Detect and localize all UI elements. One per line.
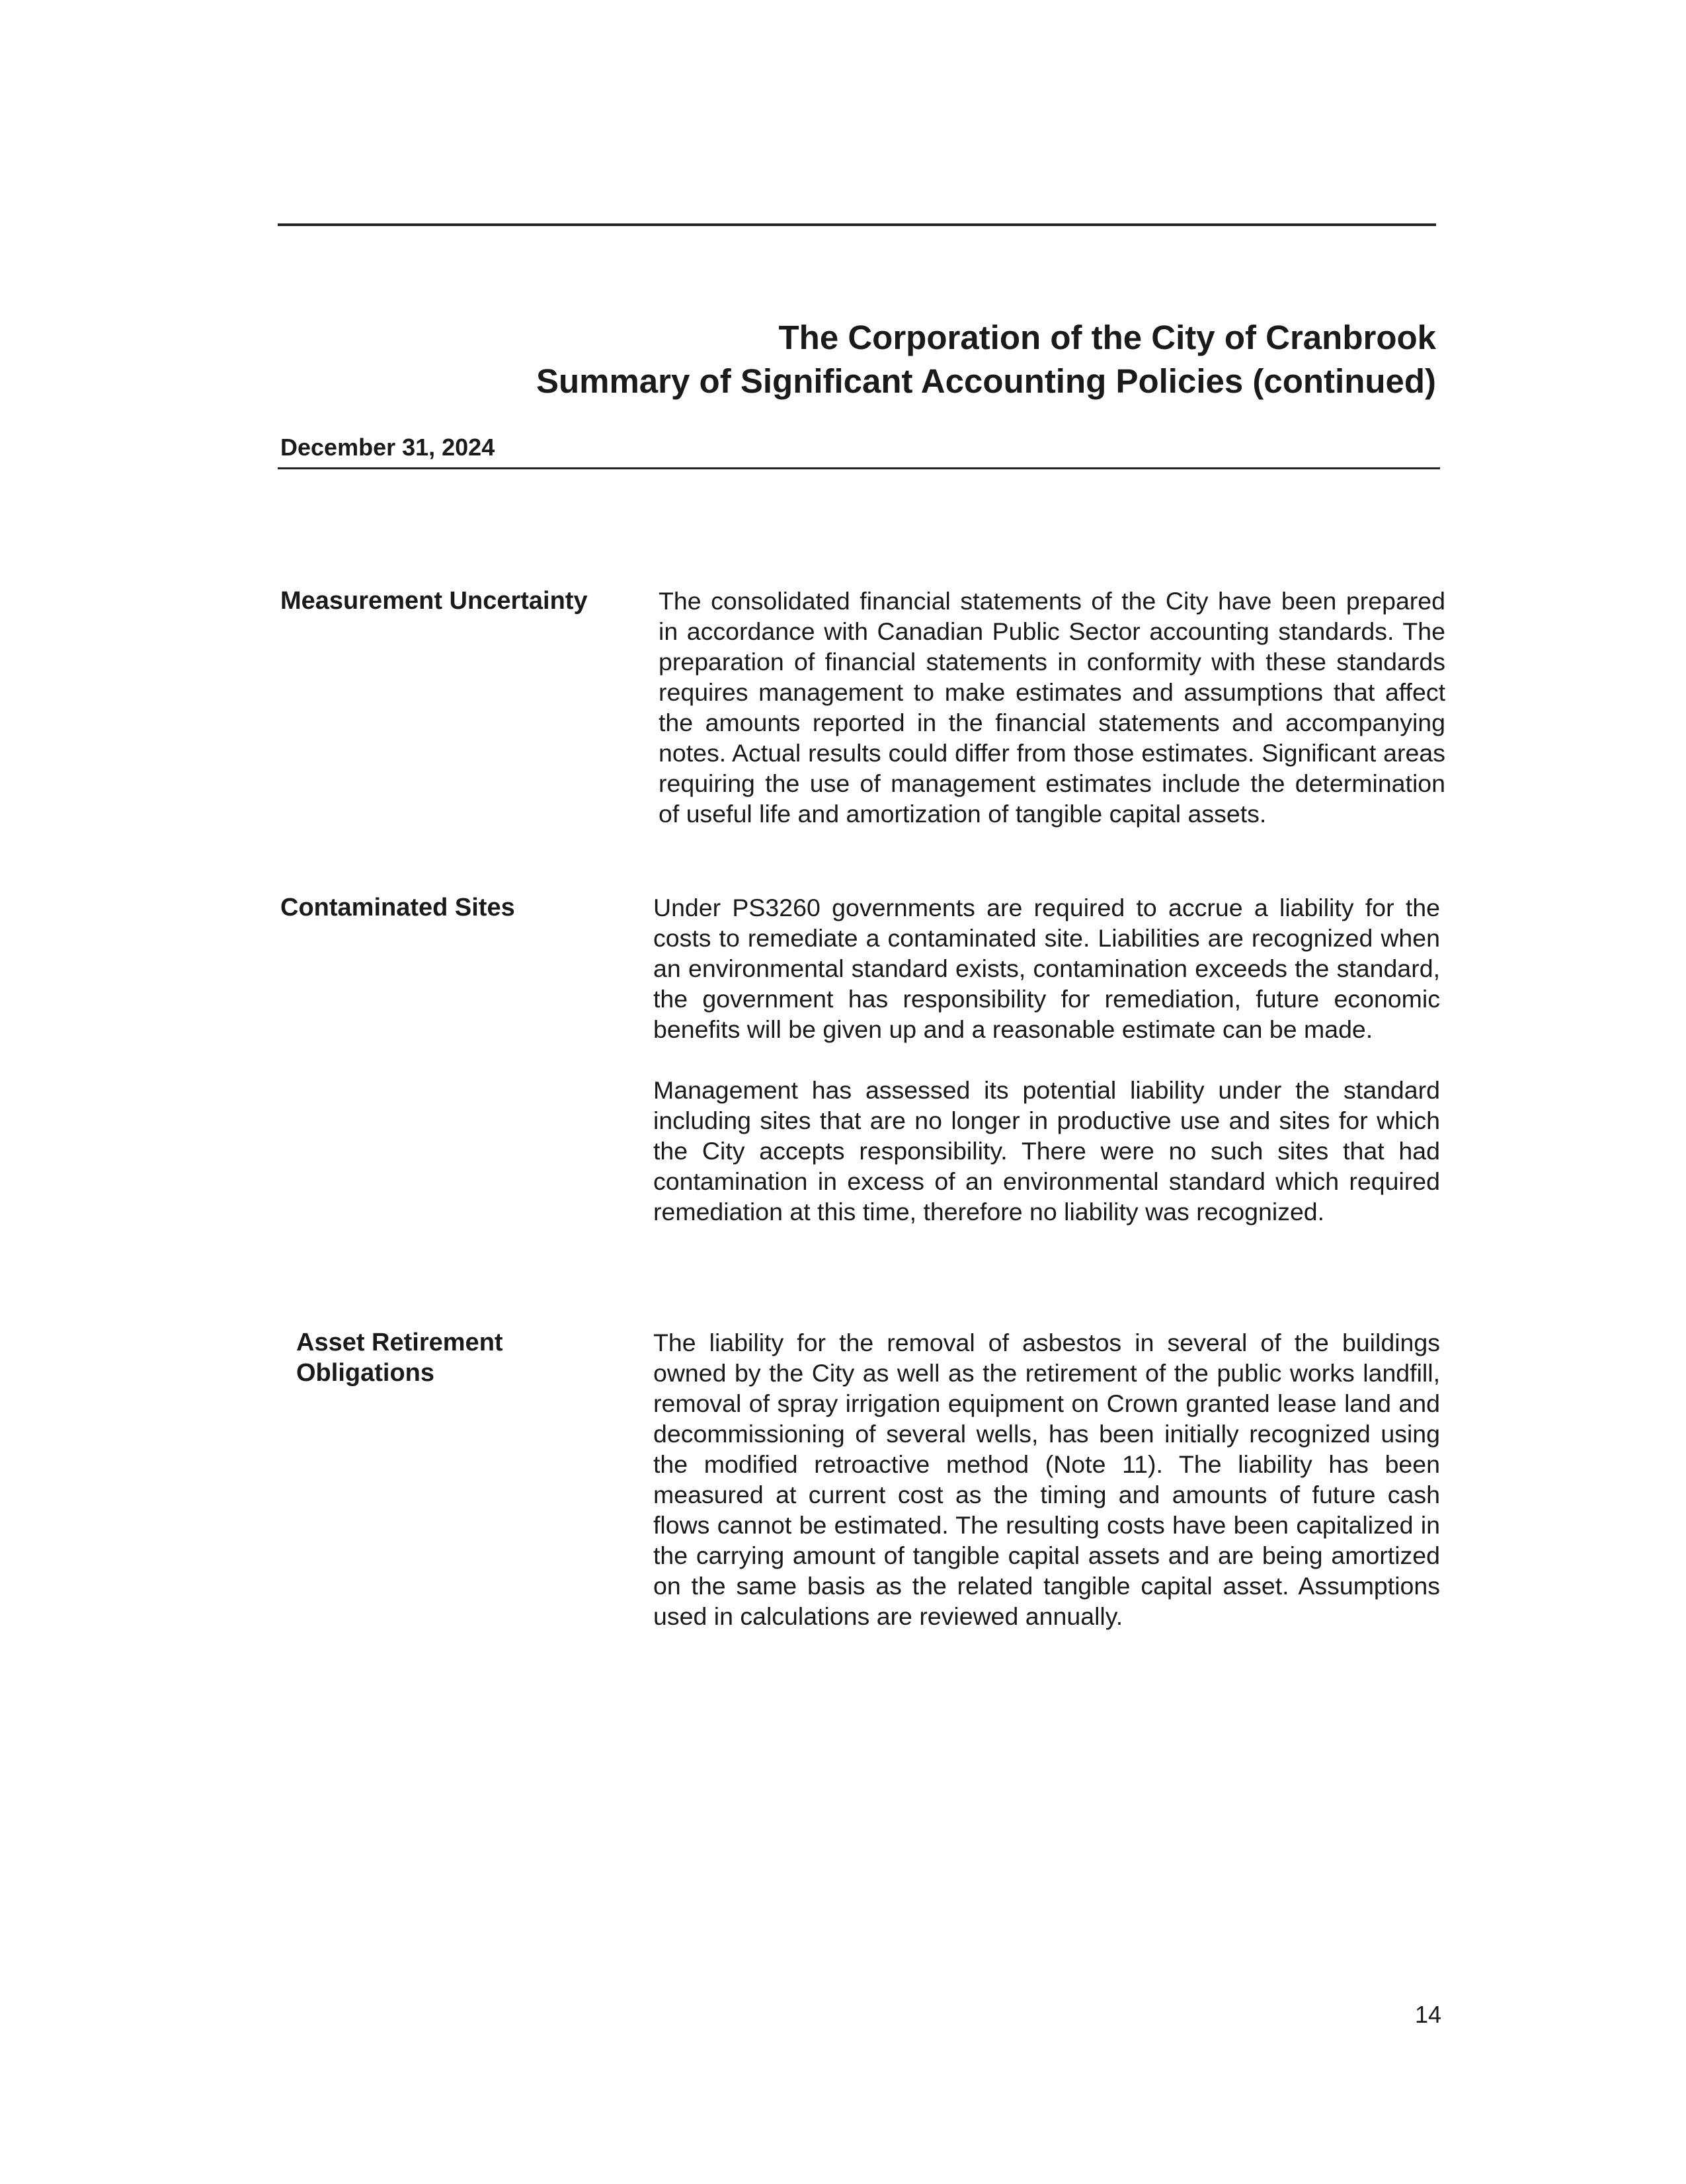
paragraph: The liability for the removal of asbestos in several of the buildings owned by the City as well as the retirement of the public works landfill, removal of spray irrigation equipment on Crown granted lease land and decommissioning of several wells, has been initially recognized using the modified retroactive method (Note 11). The liability has been measured at current cost as the timing and amounts of future cash flows cannot be estimated. The resulting costs have been capitalized in the carrying amount of tangible capital assets and are being amortized on the same basis as the related tangible capital asset. Assumptions used in calculations are reviewed annually.	[653, 1329, 1440, 1630]
paragraph: Under PS3260 governments are required to accrue a liability for the costs to remediate a contaminated site. Liabilities are recognized when an environmental standard exists, contamination exceeds the standard, the government has responsibility for remediation, future economic benefits will be given up and a reasonable estimate can be made.	[653, 894, 1440, 1043]
date-header	[278, 433, 1440, 469]
page-number: 14	[1414, 2001, 1441, 2028]
statement-date: December 31, 2024	[280, 434, 495, 461]
section-label-line: Asset Retirement	[296, 1329, 503, 1356]
paragraph: The consolidated financial statements of the City have been prepared in accordance with Canadian Public Sector accounting standards. The preparation of financial statements in conformity with these standards requires management to make estimates and assumptions that affect the amounts reported in the financial statements and accompanying notes. Actual results could differ from those estimates. Significant areas requiring the use of management estimates include the determination of useful life and amortization of tangible capital assets.	[659, 587, 1445, 828]
section-label	[280, 586, 588, 616]
section-body	[653, 892, 1440, 1227]
organization-name: The Corporation of the City of Cranbrook	[778, 319, 1436, 356]
section-label	[280, 892, 515, 923]
top-rule	[278, 223, 1436, 226]
report-title	[278, 316, 1436, 403]
section-label-line: Measurement Uncertainty	[280, 587, 588, 615]
section-label-line: Contaminated Sites	[280, 894, 515, 921]
section-body	[659, 586, 1445, 829]
report-subtitle: Summary of Significant Accounting Policies (continued)	[536, 362, 1436, 400]
section-label	[296, 1327, 503, 1388]
section-body	[653, 1327, 1440, 1631]
section-label-line: Obligations	[296, 1359, 434, 1387]
paragraph: Management has assessed its potential liability under the standard including sites that are no longer in productive use and sites for which the City accepts responsibility. There were no such sites that had contamination in excess of an environmental standard which required remediation at this time, therefore no liability was recognized.	[653, 1076, 1440, 1226]
